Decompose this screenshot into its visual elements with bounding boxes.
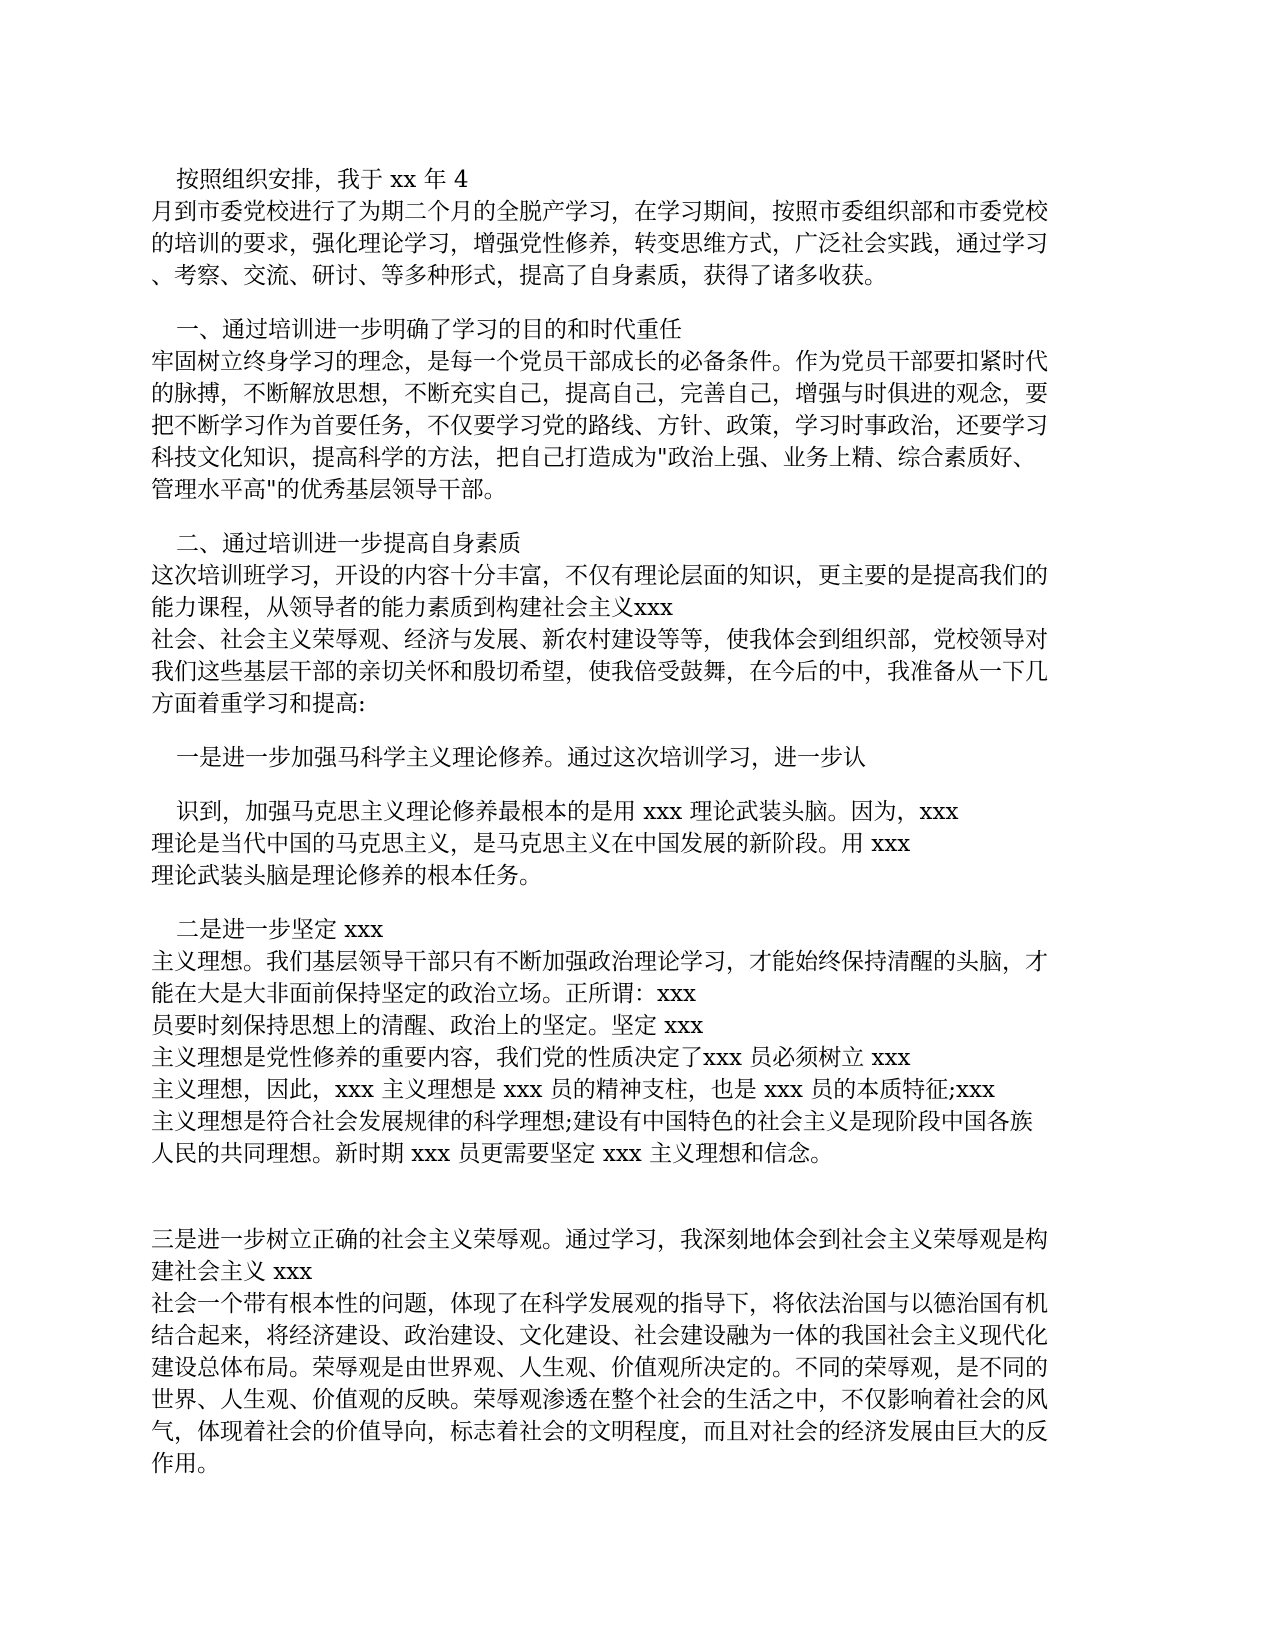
text-line: 主义理想是党性修养的重要内容，我们党的性质决定了xxx 员必须树立 xxx [151, 1045, 911, 1071]
text-line: 气，体现着社会的价值导向，标志着社会的文明程度，而且对社会的经济发展由巨大的反 [151, 1419, 1048, 1445]
text-line: 管理水平高"的优秀基层领导干部。 [151, 477, 507, 503]
text-line: 主义理想，因此，xxx 主义理想是 xxx 员的精神支柱，也是 xxx 员的本质特征;xxx [151, 1077, 995, 1103]
text-line: 月到市委党校进行了为期二个月的全脱产学习，在学习期间，按照市委组织部和市委党校 [151, 199, 1048, 225]
paragraph-point-2 [151, 914, 1131, 1170]
paragraph-section-2 [151, 528, 1131, 720]
text-line: 结合起来，将经济建设、政治建设、文化建设、社会建设融为一体的我国社会主义现代化 [151, 1323, 1048, 1349]
text-line: 主义理想。我们基层领导干部只有不断加强政治理论学习，才能始终保持清醒的头脑，才 [151, 949, 1048, 975]
text-line: 科技文化知识，提高科学的方法，把自己打造成为"政治上强、业务上精、综合素质好、 [151, 445, 1036, 471]
text-line: 能力课程，从领导者的能力素质到构建社会主义xxx [151, 595, 673, 621]
text-line: 方面着重学习和提高: [151, 691, 366, 717]
paragraph-point-3 [151, 1224, 1131, 1480]
text-line: 三是进一步树立正确的社会主义荣辱观。通过学习，我深刻地体会到社会主义荣辱观是构 [151, 1227, 1048, 1253]
text-line: 主义理想是符合社会发展规律的科学理想;建设有中国特色的社会主义是现阶段中国各族 [151, 1109, 1033, 1135]
text-line: 二是进一步坚定 xxx [176, 917, 384, 943]
text-line: 的培训的要求，强化理论学习，增强党性修养，转变思维方式，广泛社会实践，通过学习 [151, 231, 1048, 257]
text-line: 作用。 [151, 1451, 220, 1477]
text-line: 按照组织安排，我于 xx 年 4 [176, 167, 469, 193]
section-heading: 二、通过培训进一步提高自身素质 [176, 531, 521, 557]
paragraph-point-1 [151, 742, 1131, 774]
text-line: 这次培训班学习，开设的内容十分丰富，不仅有理论层面的知识，更主要的是提高我们的 [151, 563, 1048, 589]
text-line: 牢固树立终身学习的理念，是每一个党员干部成长的必备条件。作为党员干部要扣紧时代 [151, 349, 1048, 375]
text-line: 一是进一步加强马科学主义理论修养。通过这次培训学习，进一步认 [176, 745, 866, 771]
text-line: 人民的共同理想。新时期 xxx 员更需要坚定 xxx 主义理想和信念。 [151, 1141, 834, 1167]
text-line: 建设总体布局。荣辱观是由世界观、人生观、价值观所决定的。不同的荣辱观，是不同的 [151, 1355, 1048, 1381]
text-line: 能在大是大非面前保持坚定的政治立场。正所谓：xxx [151, 981, 696, 1007]
text-line: 识到，加强马克思主义理论修养最根本的是用 xxx 理论武装头脑。因为，xxx [176, 799, 959, 825]
text-line: 理论武装头脑是理论修养的根本任务。 [151, 863, 542, 889]
text-line: 、考察、交流、研讨、等多种形式，提高了自身素质，获得了诸多收获。 [151, 263, 887, 289]
paragraph-section-1 [151, 314, 1131, 506]
section-heading: 一、通过培训进一步明确了学习的目的和时代重任 [176, 317, 682, 343]
paragraph-point-1-cont [151, 796, 1131, 892]
text-line: 理论是当代中国的马克思主义，是马克思主义在中国发展的新阶段。用 xxx [151, 831, 911, 857]
text-line: 把不断学习作为首要任务，不仅要学习党的路线、方针、政策，学习时事政治，还要学习 [151, 413, 1048, 439]
paragraph-intro [151, 164, 1131, 292]
text-line: 建社会主义 xxx [151, 1259, 313, 1285]
text-line: 社会、社会主义荣辱观、经济与发展、新农村建设等等，使我体会到组织部，党校领导对 [151, 627, 1048, 653]
document-page [151, 164, 1131, 1502]
text-line: 的脉搏，不断解放思想，不断充实自己，提高自己，完善自己，增强与时俱进的观念，要 [151, 381, 1048, 407]
text-line: 我们这些基层干部的亲切关怀和殷切希望，使我倍受鼓舞，在今后的中，我准备从一下几 [151, 659, 1048, 685]
text-line: 社会一个带有根本性的问题，体现了在科学发展观的指导下，将依法治国与以德治国有机 [151, 1291, 1048, 1317]
text-line: 员要时刻保持思想上的清醒、政治上的坚定。坚定 xxx [151, 1013, 704, 1039]
text-line: 世界、人生观、价值观的反映。荣辱观渗透在整个社会的生活之中，不仅影响着社会的风 [151, 1387, 1048, 1413]
